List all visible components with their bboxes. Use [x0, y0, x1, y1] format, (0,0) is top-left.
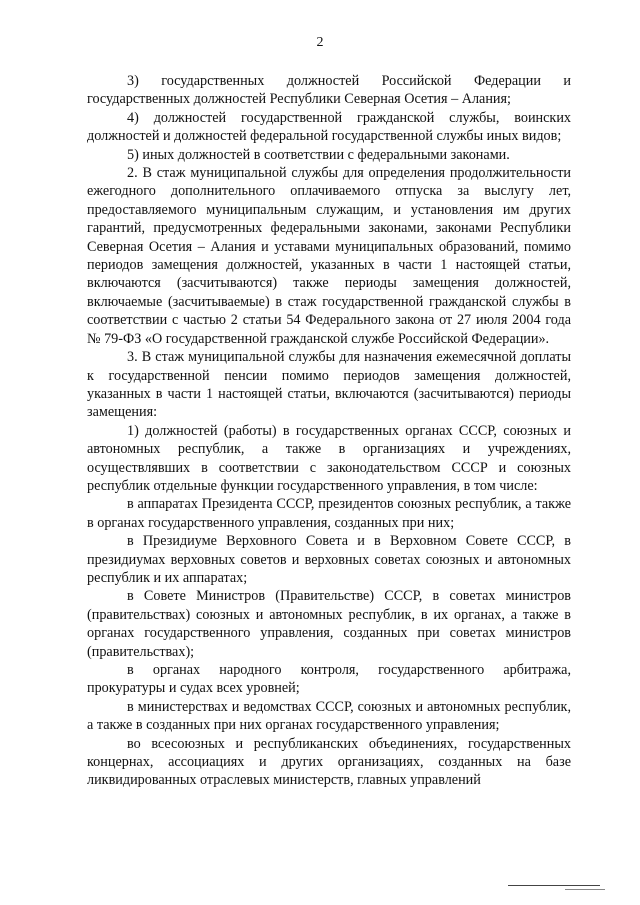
- paragraph-ministries: в министерствах и ведомствах СССР, союзных и автономных республик, а также в созданных при них органах государственного управления;: [87, 698, 571, 734]
- paragraph-council-of-ministers: в Совете Министров (Правительстве) СССР, в советах министров (правительствах) союзных и автономных республик, в их органах, а также в органах государственного управления, созданных при советах министров (правительствах);: [87, 588, 571, 660]
- page-number: 2: [316, 35, 324, 50]
- paragraph-1-ussr-bodies: 1) должностей (работы) в государственных органах СССР, союзных и автономных республик, а также в организациях и учреждениях, осуществлявших в соответствии с законодательством СССР и союзных республик отдельные функции государственного управления, в том числе:: [87, 422, 571, 494]
- document-body: [87, 72, 571, 790]
- paragraph-supreme-soviet: в Президиуме Верховного Совета и в Верховном Совете СССР, в президиумах верховных советов и верховных советах союзных и автономных республик и их аппаратах;: [87, 533, 571, 586]
- footer-rule-short: [565, 889, 605, 890]
- paragraph-associations: во всесоюзных и республиканских объединениях, государственных концернах, ассоциациях и других организациях, созданных на базе ликвидированных отраслевых министерств, главных управлений: [87, 735, 571, 789]
- paragraph-part-3: 3. В стаж муниципальной службы для назначения ежемесячной доплаты к государственной пенсии помимо периодов замещения должностей, указанных в части 1 настоящей статьи, включаются (засчитываются) периоды замещения:: [87, 349, 571, 421]
- footer-rule: [508, 885, 600, 886]
- paragraph-5-other-positions: 5) иных должностей в соответствии с федеральными законами.: [127, 146, 510, 163]
- paragraph-part-2: 2. В стаж муниципальной службы для определения продолжительности ежегодного дополнительного оплачиваемого отпуска за выслугу лет, предоставляемого муниципальным служащим, и установления им других гарантий, предусмотренных федеральными законами, законами Республики Северная Осетия – Алания и уставами муниципальных образований, помимо периодов замещения должностей, указанных в части 1 настоящей статьи, включаются (засчитываются) также периоды замещения должностей, включаемые (засчитываемые) в стаж государственной гражданской службы в соответствии с частью 2 статьи 54 Федерального закона от 27 июля 2004 года № 79-ФЗ «О государственной гражданской службе Российской Федерации».: [87, 165, 571, 347]
- paragraph-3-state-positions: 3) государственных должностей Российской Федерации и государственных должностей Республики Северная Осетия – Алания;: [87, 73, 571, 108]
- paragraph-4-civil-service-positions: 4) должностей государственной гражданской службы, воинских должностей и должностей федеральной государственной службы иных видов;: [87, 109, 571, 145]
- paragraph-president-apparatus: в аппаратах Президента СССР, президентов союзных республик, а также в органах государственного управления, созданных при них;: [87, 496, 571, 531]
- paragraph-control-bodies: в органах народного контроля, государственного арбитража, прокуратуры и судах всех уровней;: [87, 662, 571, 697]
